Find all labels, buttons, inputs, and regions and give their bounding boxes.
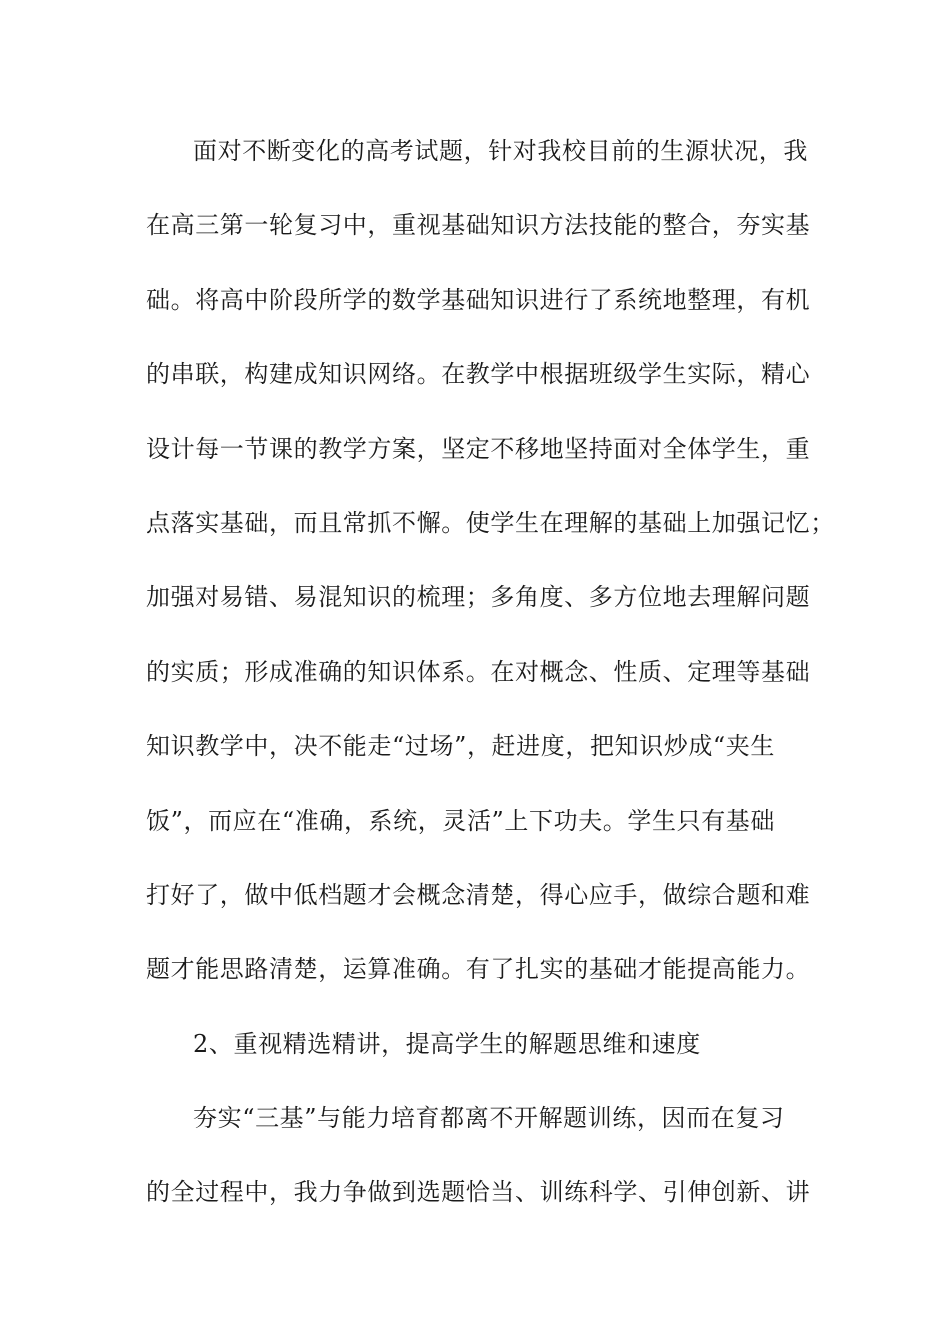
- paragraph-line: 础。将高中阶段所学的数学基础知识进行了系统地整理，有机: [146, 285, 811, 314]
- section-heading: 2、重视精选精讲，提高学生的解题思维和速度: [193, 1029, 701, 1058]
- paragraph-line: 题才能思路清楚，运算准确。有了扎实的基础才能提高能力。: [146, 955, 811, 984]
- paragraph-line: 加强对易错、易混知识的梳理；多角度、多方位地去理解问题: [146, 583, 811, 612]
- paragraph-line: 面对不断变化的高考试题，针对我校目前的生源状况，我: [193, 137, 808, 165]
- paragraph-line: 设计每一节课的教学方案，坚定不移地坚持面对全体学生，重: [146, 434, 811, 463]
- paragraph-line: 的串联，构建成知识网络。在教学中根据班级学生实际，精心: [146, 360, 811, 389]
- paragraph-line: 知识教学中，决不能走“过场”，赶进度，把知识炒成“夹生: [146, 732, 776, 761]
- paragraph-line: 在高三第一轮复习中，重视基础知识方法技能的整合，夯实基: [146, 211, 811, 240]
- paragraph-line: 的实质；形成准确的知识体系。在对概念、性质、定理等基础: [146, 657, 811, 686]
- document-body: [146, 114, 835, 1230]
- paragraph-line: 夯实“三基”与能力培育都离不开解题训练，因而在复习: [193, 1104, 785, 1133]
- paragraph-line: 点落实基础，而且常抓不懈。使学生在理解的基础上加强记忆；: [146, 508, 835, 537]
- paragraph-line: 饭”，而应在“准确，系统，灵活”上下功夫。学生只有基础: [146, 806, 776, 835]
- paragraph-line: 打好了，做中低档题才会概念清楚，得心应手，做综合题和难: [146, 880, 811, 909]
- paragraph-line: 的全过程中，我力争做到选题恰当、训练科学、引伸创新、讲: [146, 1178, 811, 1207]
